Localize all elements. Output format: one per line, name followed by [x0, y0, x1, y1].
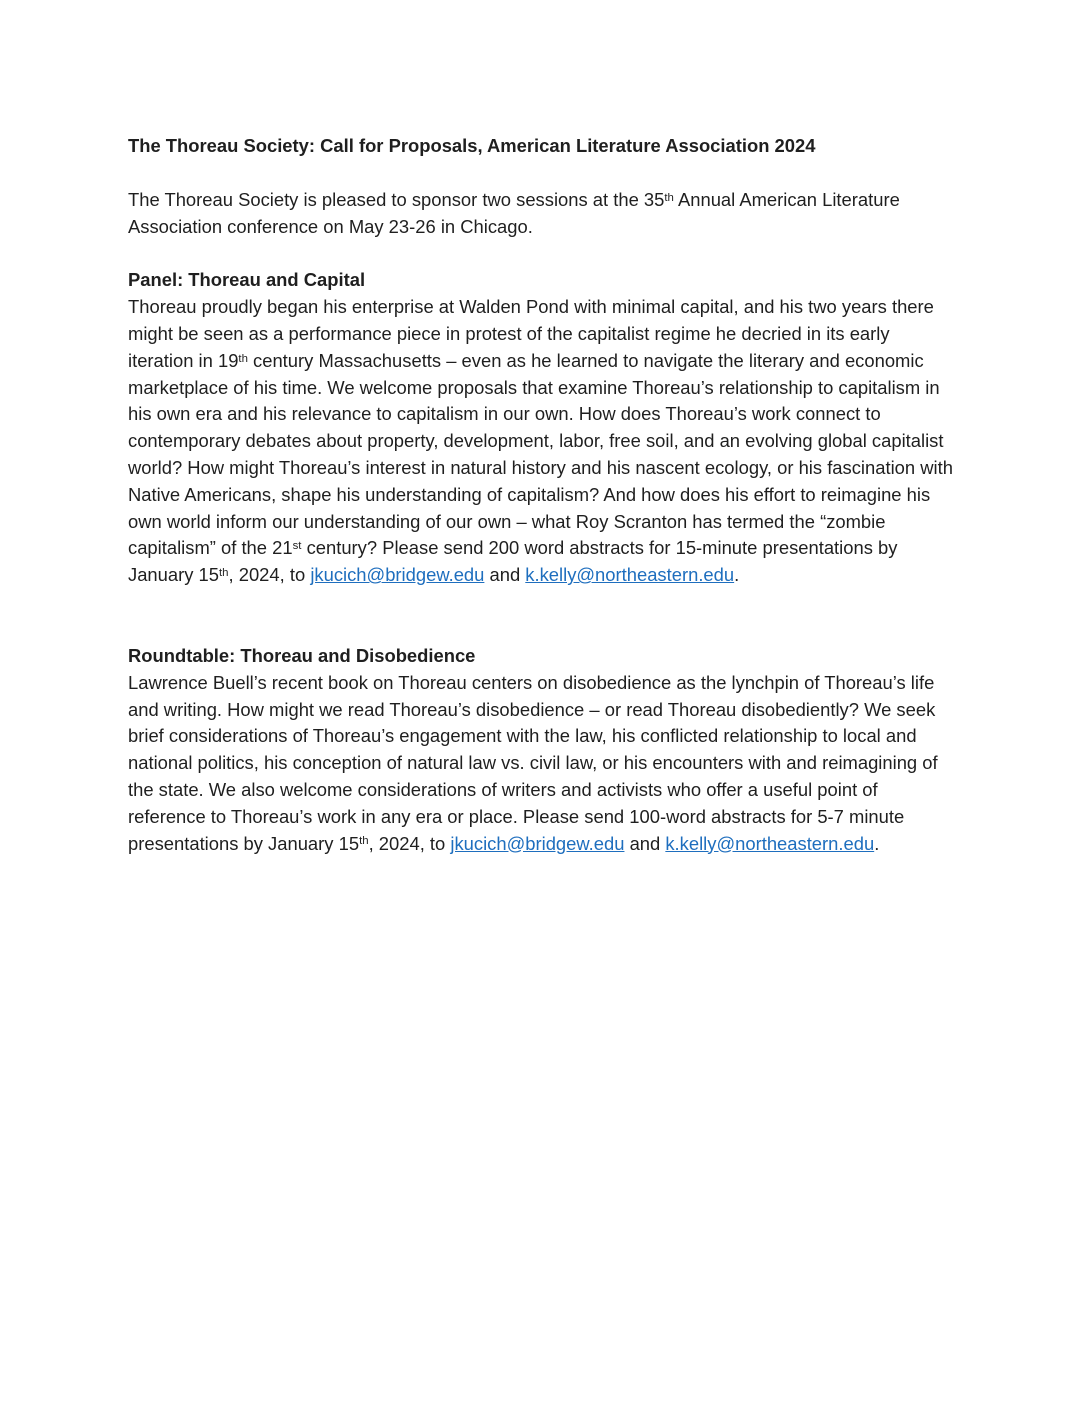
email-link-jkucich[interactable]: jkucich@bridgew.edu [450, 832, 625, 854]
panel-text: , 2024, to [228, 564, 311, 586]
panel-heading: Panel: Thoreau and Capital [128, 269, 366, 291]
document-title: The Thoreau Society: Call for Proposals, American Literature Association 2024 [128, 135, 816, 156]
email-link-jkucich[interactable]: jkucich@bridgew.edu [310, 564, 485, 586]
roundtable-text: and [624, 832, 666, 854]
superscript-ordinal: th [664, 191, 674, 204]
roundtable-text: Lawrence Buell’s recent book on Thoreau centers on disobedience as the lynchpin of Thoreau’s life and writing. How might we read Thoreau’s disobedience – or read Thoreau disobediently? We seek brief considerations of Thoreau’s engagement with the law, his conflicted relationship to local and national politics, his conception of natural law vs. civil law, or his encounters with and reimagining of the state. We also welcome considerations of writers and activists who offer a useful point of reference to Thoreau’s work in any era or place. Please send 100-word abstracts for 5-7 minute presentations by January 15 [128, 671, 938, 854]
panel-text: century? Please send 200 word abstracts for 15-minute presentations by January 15 [128, 537, 898, 586]
roundtable-paragraph [128, 670, 960, 858]
panel-text: century Massachusetts – even as he learned to navigate the literary and economic marketplace of his time. We welcome proposals that examine Thoreau’s relationship to capitalism in his own era and his relevance to capitalism in our own. How does Thoreau’s work connect to contemporary debates about property, development, labor, free soil, and an evolving global capitalist world? How might Thoreau’s interest in natural history and his nascent ecology, or his fascination with Native Americans, shape his understanding of capitalism? And how does his effort to reimagine his own world inform our understanding of our own – what Roy Scranton has termed the “zombie capitalism” of the 21 [128, 349, 953, 559]
intro-text: The Thoreau Society is pleased to sponsor two sessions at the 35 [128, 188, 665, 210]
superscript-ordinal: th [359, 835, 369, 848]
panel-text: Thoreau proudly began his enterprise at Walden Pond with minimal capital, and his two years there might be seen as a performance piece in protest of the capitalist regime he decried in its early iteration in 19 [128, 296, 934, 371]
panel-paragraph [128, 294, 960, 589]
superscript-ordinal: th [219, 567, 229, 580]
intro-paragraph [128, 187, 960, 241]
email-link-kkelly[interactable]: k.kelly@northeastern.edu [665, 832, 875, 854]
panel-text: . [734, 564, 740, 586]
roundtable-text: . [874, 832, 880, 854]
superscript-ordinal: th [238, 352, 248, 365]
intro-text: Annual American Literature Association conference on May 23-26 in Chicago. [128, 188, 900, 237]
roundtable-heading: Roundtable: Thoreau and Disobedience [128, 644, 476, 666]
roundtable-text: , 2024, to [368, 832, 451, 854]
panel-text: and [484, 564, 526, 586]
email-link-kkelly[interactable]: k.kelly@northeastern.edu [525, 564, 735, 586]
superscript-ordinal: st [292, 540, 302, 553]
